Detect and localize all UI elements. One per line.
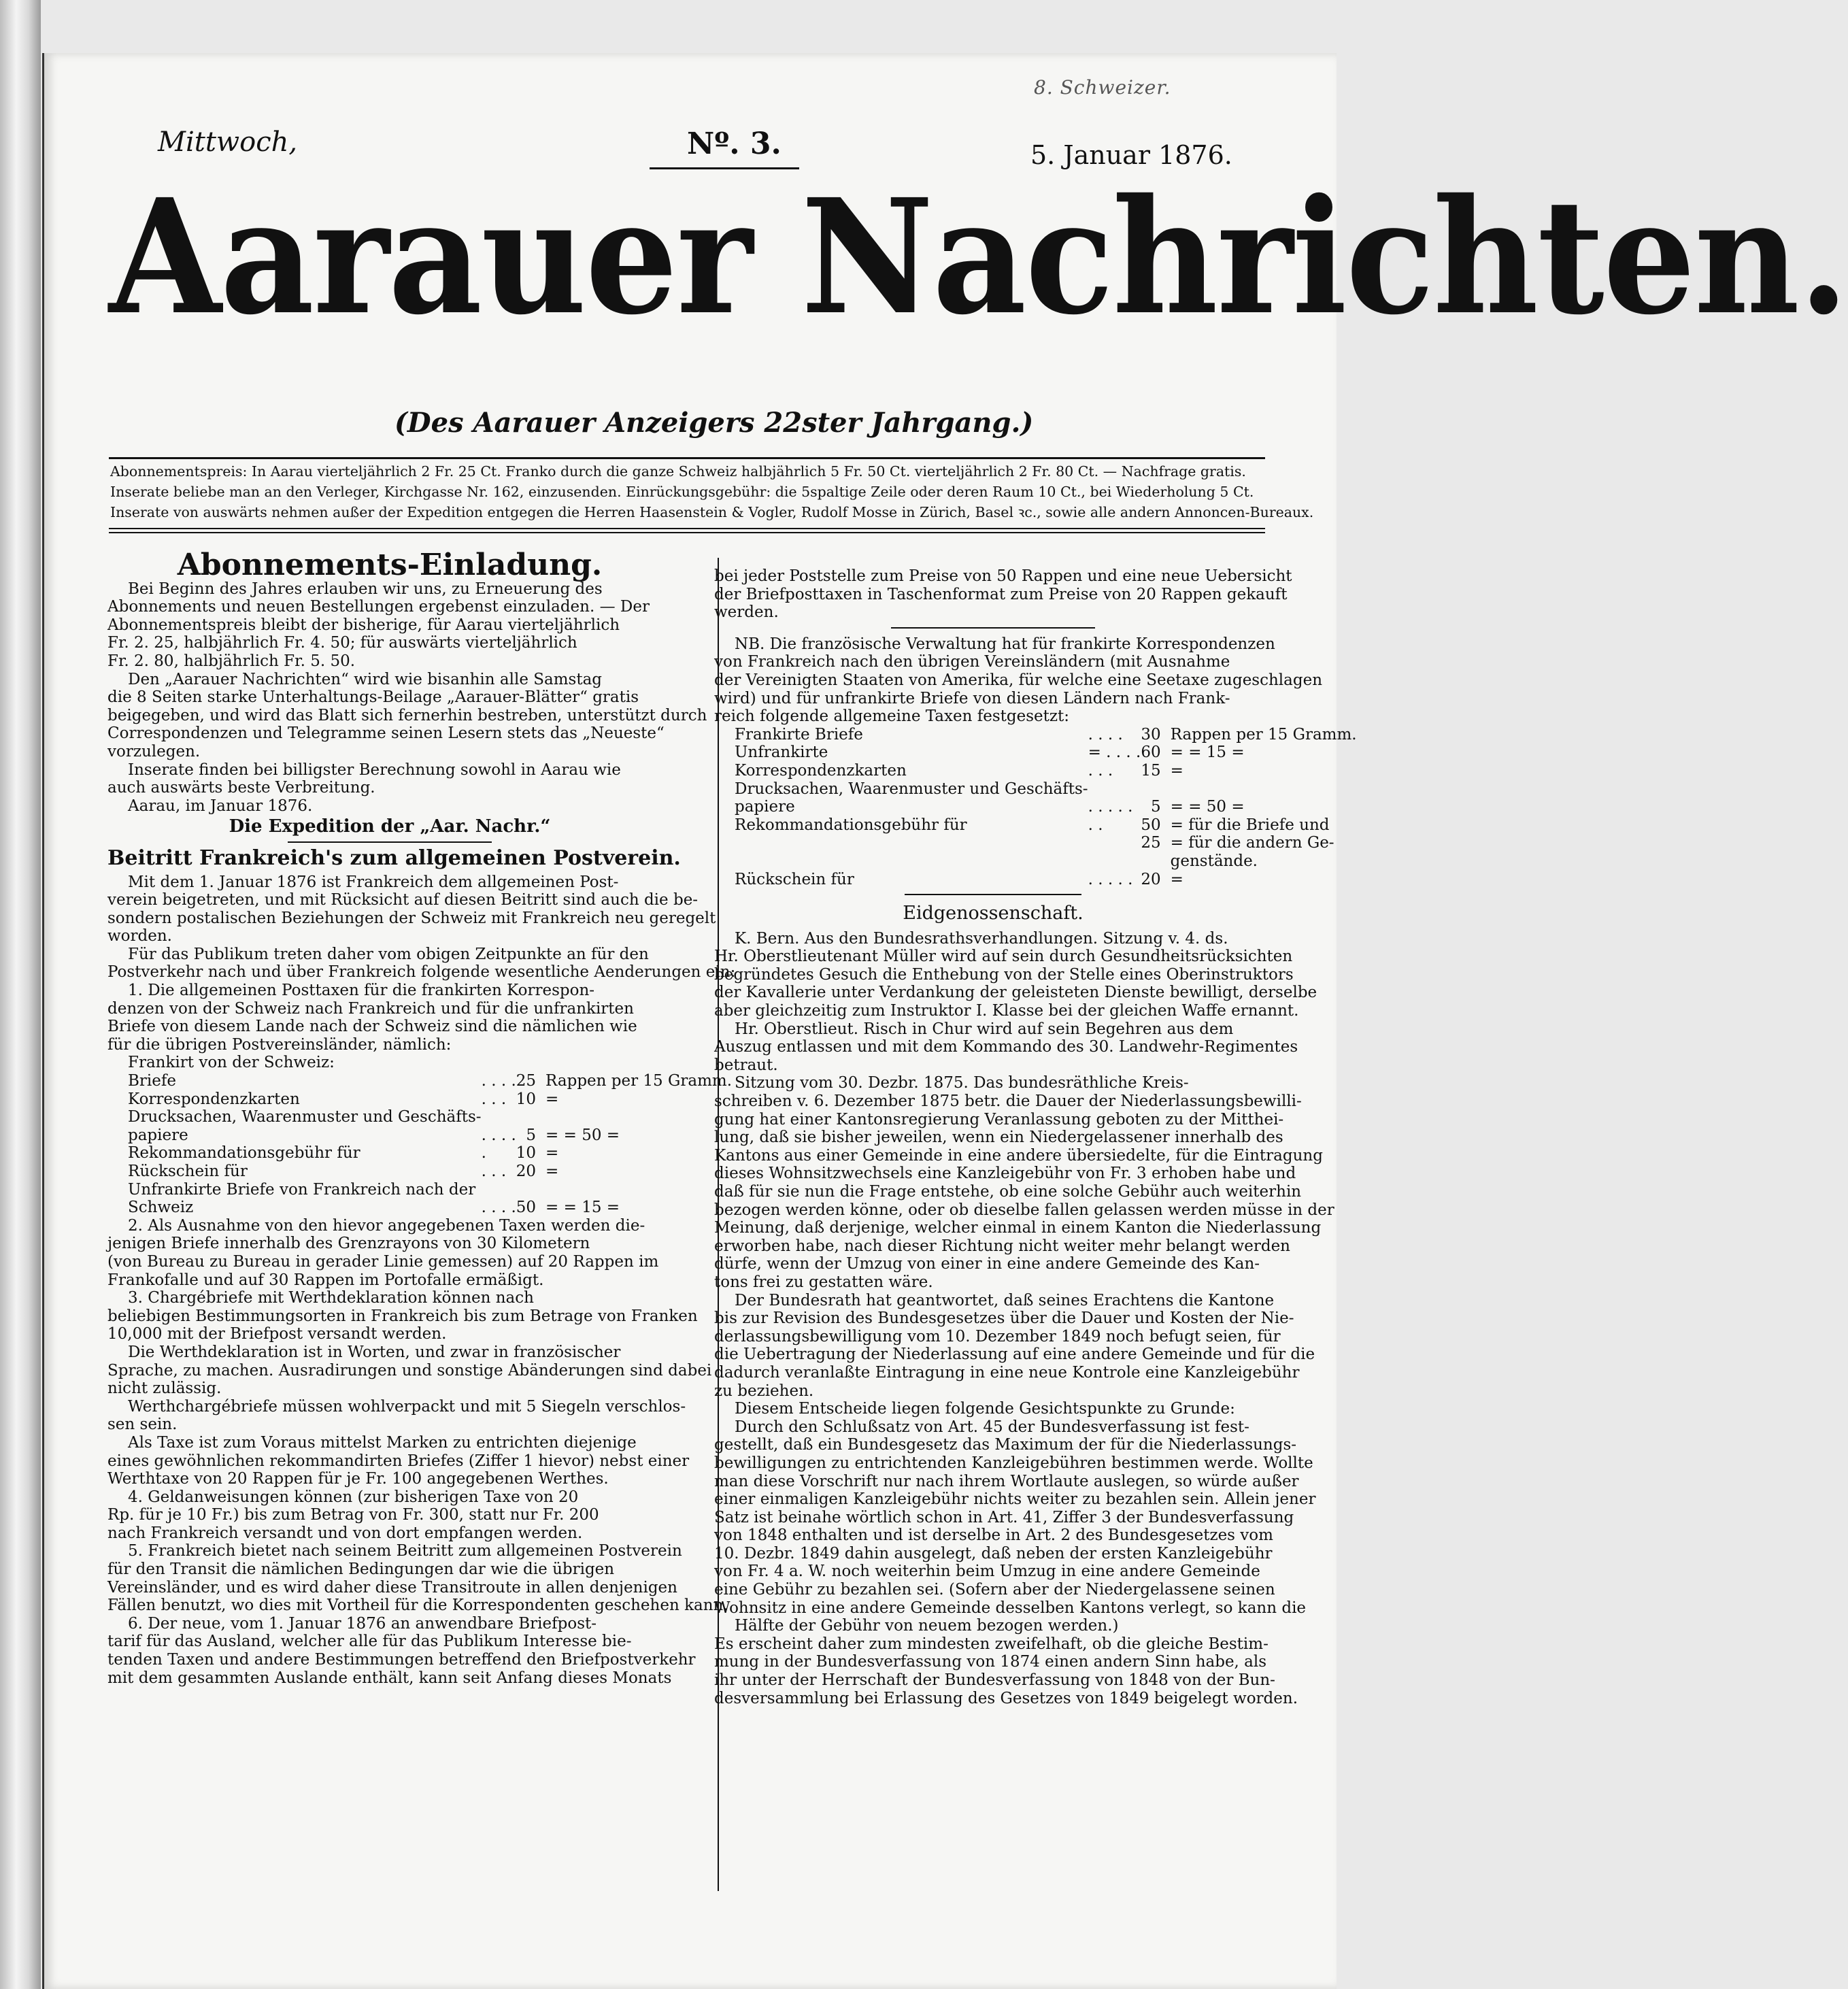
text-line: Diesem Entscheide liegen folgende Gesichtspunkte zu Grunde:: [735, 1400, 1235, 1418]
text-line: 2. Als Ausnahme von den hievor angegebenen Taxen werden die-: [128, 1216, 645, 1235]
rate-dots: . . .: [481, 1090, 507, 1108]
text-line: 6. Der neue, vom 1. Januar 1876 an anwendbare Briefpost-: [128, 1614, 597, 1633]
rate-unit: [1171, 780, 1357, 799]
rate-dots: . . . .: [481, 1126, 516, 1144]
text-line: von 1848 enthalten und ist derselbe in Art. 2 des Bundesgesetzes vom: [714, 1526, 1273, 1545]
text-line: dürfe, wenn der Umzug von einer in eine andere Gemeinde des Kan-: [714, 1255, 1260, 1273]
rate-item: [714, 834, 1088, 852]
text-line: Briefe von diesem Lande nach der Schweiz sind die nämlichen wie: [107, 1018, 637, 1036]
rate-dots: . . .: [1088, 761, 1113, 780]
text-line: daß für sie nun die Frage entstehe, ob eine solche Gebühr auch weiterhin: [714, 1183, 1302, 1201]
rate-dots: . . .: [481, 1163, 507, 1180]
text-line: dadurch veranlaßte Eintragung in eine neue Kontrole eine Kanzleigebühr: [714, 1363, 1300, 1382]
rate-item: Briefe: [128, 1072, 176, 1090]
nb-note-text: [714, 635, 1323, 726]
text-line: begründetes Gesuch die Enthebung von der Stelle eines Oberinstruktors: [714, 965, 1294, 984]
text-line: jenigen Briefe innerhalb des Grenzrayons von 30 Kilometern: [107, 1235, 590, 1253]
text-line: tons frei zu gestatten wäre.: [714, 1273, 933, 1291]
rate-val: 30: [1141, 725, 1161, 743]
rate-unit: =: [545, 1144, 559, 1163]
text-line: werden.: [714, 603, 779, 622]
text-line: bezogen werden könne, oder ob dieselbe fallen gelassen werden müsse in der: [714, 1201, 1334, 1219]
text-line: worden.: [107, 927, 172, 946]
rate-dots: . . . . .: [1088, 798, 1133, 816]
rate-val: [516, 1108, 545, 1126]
rate-val: 25: [516, 1072, 537, 1090]
library-stamp: 8. Schweizer.: [1034, 76, 1171, 99]
right-rate-table: [714, 726, 1357, 888]
rate-row: [107, 1072, 732, 1090]
rate-val: 5: [526, 1126, 537, 1144]
rate-row: [714, 762, 1357, 780]
weekday: Mittwoch,: [158, 127, 298, 158]
abo-heading: Abonnements-Einladung.: [177, 548, 603, 582]
subscription-line-1: Abonnementspreis: In Aarau vierteljährlich 2 Fr. 25 Ct. Franko durch die ganze Schweiz halbjährlich 5 Fr. 50 Ct. vierteljährlich 2 Fr. 80 Ct. — Nachfrage gratis.: [110, 463, 1246, 480]
rate-dots: . . . .: [481, 1199, 516, 1217]
text-line: Vereinsländer, und es wird daher diese Transitroute in allen denjenigen: [107, 1578, 677, 1597]
text-line: nicht zulässig.: [107, 1380, 222, 1398]
text-line: Inserate finden bei billigster Berechnung sowohl in Aarau wie: [128, 760, 621, 779]
rate-row: [714, 743, 1357, 762]
rate-val: 10: [516, 1144, 537, 1163]
text-line: denzen von der Schweiz nach Frankreich und für die unfrankirten: [107, 999, 634, 1018]
text-line: Durch den Schlußsatz von Art. 45 der Bundesverfassung ist fest-: [735, 1418, 1249, 1436]
rate-val: 50: [516, 1199, 537, 1217]
text-line: Fr. 2. 80, halbjährlich Fr. 5. 50.: [107, 652, 356, 670]
rate-item: Drucksachen, Waarenmuster und Geschäfts-: [128, 1108, 482, 1126]
rate-unit: =: [545, 1090, 559, 1108]
text-line: Den „Aarauer Nachrichten“ wird wie bisanhin alle Samstag: [128, 670, 603, 688]
rate-row: [714, 780, 1357, 799]
text-line: sen sein.: [107, 1416, 178, 1434]
text-line: Postverkehr nach und über Frankreich folgende wesentliche Aenderungen ein:: [107, 963, 736, 982]
rate-dots: . . . .: [1088, 725, 1123, 743]
rate-item: [714, 852, 1088, 871]
text-line: bewilligungen zu entrichtenden Kanzleigebühren bestimmen werde. Wollte: [714, 1454, 1313, 1472]
rate-dots: [1088, 834, 1141, 852]
text-line: Fällen benutzt, wo dies mit Vortheil für die Korrespondenten geschehen kann.: [107, 1597, 728, 1615]
text-line: bei jeder Poststelle zum Preise von 50 Rappen und eine neue Uebersicht: [714, 567, 1292, 585]
text-line: Rp. für je 10 Fr.) bis zum Betrag von Fr. 300, statt nur Fr. 200: [107, 1506, 599, 1524]
text-line: ihr unter der Herrschaft der Bundesverfassung von 1848 von der Bun-: [714, 1671, 1275, 1690]
text-line: K. Bern. Aus den Bundesrathsverhandlungen. Sitzung v. 4. ds.: [735, 929, 1228, 948]
rate-row: [107, 1144, 732, 1163]
rate-val: 25: [1141, 834, 1161, 852]
rate-dots: = . . . .: [1088, 743, 1141, 762]
text-line: desversammlung bei Erlassung des Gesetzes von 1849 beigelegt worden.: [714, 1689, 1298, 1707]
text-line: Frankofalle und auf 30 Rappen im Portofalle ermäßigt.: [107, 1271, 544, 1289]
text-line: erworben habe, nach dieser Richtung nicht weiter mehr belangt werden: [714, 1237, 1290, 1255]
text-line: (von Bureau zu Bureau in gerader Linie gemessen) auf 20 Rappen im: [107, 1252, 659, 1271]
rate-unit: [545, 1108, 732, 1126]
rate-item: papiere: [128, 1126, 188, 1144]
text-line: der Kavallerie unter Verdankung der geleisteten Dienste bewilligt, derselbe: [714, 984, 1317, 1002]
text-line: vorzulegen.: [107, 742, 201, 760]
text-line: einer einmaligen Kanzleigebühr nichts weiter zu bezahlen sein. Allein jener: [714, 1490, 1316, 1509]
rate-dots: . .: [1088, 816, 1103, 834]
text-line: Der Bundesrath hat geantwortet, daß seines Erachtens die Kantone: [735, 1291, 1275, 1309]
left-column: [107, 548, 736, 1687]
text-line: dieses Wohnsitzwechsels eine Kanzleigebühr von Fr. 3 erhoben habe und: [714, 1165, 1296, 1183]
rate-item: Korrespondenzkarten: [128, 1090, 300, 1108]
text-line: schreiben v. 6. Dezember 1875 betr. die Dauer der Niederlassungsbewilli-: [714, 1092, 1302, 1111]
text-line: Frankirt von der Schweiz:: [128, 1054, 335, 1072]
post-article-part-2: [107, 1216, 728, 1687]
rate-item: Rückschein für: [735, 870, 854, 888]
text-line: Sitzung vom 30. Dezbr. 1875. Das bundesräthliche Kreis-: [735, 1074, 1189, 1092]
abo-signature: Die Expedition der „Aar. Nachr.“: [229, 816, 551, 837]
text-line: die Uebertragung der Niederlassung auf eine andere Gemeinde und für die: [714, 1346, 1315, 1364]
rate-dots: [1088, 780, 1141, 799]
eid-article-text: [714, 929, 1334, 1708]
text-line: NB. Die französische Verwaltung hat für frankirte Korrespondenzen: [735, 635, 1275, 653]
text-line: Aarau, im Januar 1876.: [128, 797, 313, 815]
rate-unit: = = 15 =: [1170, 743, 1245, 762]
post-heading: Beitritt Frankreich's zum allgemeinen Postverein.: [107, 846, 681, 870]
rate-val: 20: [516, 1163, 537, 1180]
text-line: 3. Chargébriefe mit Werthdeklaration können nach: [128, 1289, 534, 1307]
text-line: von Fr. 4 a. W. noch weiterhin beim Umzug in eine andere Gemeinde: [714, 1562, 1260, 1581]
rate-dots: .: [481, 1144, 486, 1163]
text-line: Für das Publikum treten daher vom obigen Zeitpunkte an für den: [128, 945, 649, 963]
text-line: Hr. Oberstlieutenant Müller wird auf sein durch Gesundheitsrücksichten: [714, 948, 1293, 966]
subscription-line-2: Inserate beliebe man an den Verleger, Kirchgasse Nr. 162, einzusenden. Einrückungsgebühr: die 5spaltige Zeile oder deren Raum 10 Ct., bei Wiederholung 5 Ct.: [110, 484, 1254, 500]
issue-date: 5. Januar 1876.: [1030, 140, 1232, 170]
text-line: 4. Geldanweisungen können (zur bisherigen Taxe von 20: [128, 1488, 579, 1506]
rate-row: [714, 852, 1357, 871]
text-line: Wohnsitz in eine andere Gemeinde desselben Kantons verlegt, so kann die: [714, 1599, 1307, 1617]
rate-item: Rekommandationsgebühr für: [735, 816, 967, 834]
header-rule-bottom-1: [109, 528, 1265, 529]
text-line: 10. Dezbr. 1849 dahin ausgelegt, daß neben der ersten Kanzleigebühr: [714, 1544, 1273, 1562]
rate-row: [714, 816, 1357, 835]
rate-unit: Rappen per 15 Gramm.: [1170, 725, 1357, 743]
rate-row: [107, 1181, 732, 1199]
text-line: Bei Beginn des Jahres erlauben wir uns, zu Erneuerung des: [128, 580, 603, 598]
text-line: eine Gebühr zu bezahlen sei. (Sofern aber der Niedergelassene seinen: [714, 1581, 1275, 1599]
text-line: Kantons aus einer Gemeinde in eine andere übersiedelte, für die Eintragung: [714, 1146, 1323, 1165]
rate-dots: [1088, 852, 1141, 871]
post-article-part-1: [107, 873, 736, 1073]
masthead-title: Aarauer Nachrichten.: [109, 164, 1848, 350]
rate-item: Rekommandationsgebühr für: [128, 1144, 360, 1163]
text-line: 10,000 mit der Briefpost versandt werden.: [107, 1325, 447, 1343]
text-line: tarif für das Ausland, welcher alle für das Publikum Interesse bie-: [107, 1633, 632, 1651]
text-line: betraut.: [714, 1056, 778, 1074]
rate-row: [107, 1199, 732, 1217]
text-line: derlassungsbewilligung vom 10. Dezember 1849 noch befugt seien, für: [714, 1327, 1281, 1346]
rate-row: [107, 1163, 732, 1181]
text-line: Fr. 2. 25, halbjährlich Fr. 4. 50; für auswärts vierteljährlich: [107, 634, 577, 652]
eid-heading: Eidgenossenschaft.: [903, 903, 1083, 924]
rate-val: 50: [1141, 816, 1161, 834]
text-line: Hälfte der Gebühr von neuem bezogen werden.): [735, 1617, 1119, 1635]
rate-val: 5: [1150, 798, 1161, 816]
text-line: der Briefposttaxen in Taschenformat zum Preise von 20 Rappen gekauft: [714, 585, 1288, 603]
text-line: wird) und für unfrankirte Briefe von diesen Ländern nach Frank-: [714, 689, 1230, 707]
text-line: Abonnements und neuen Bestellungen ergebenst einzuladen. — Der: [107, 598, 650, 616]
rate-item: Schweiz: [128, 1199, 194, 1217]
rate-val: [516, 1181, 545, 1199]
rate-val: 10: [516, 1090, 537, 1108]
text-line: nach Frankreich versandt und von dort empfangen werden.: [107, 1524, 583, 1542]
rate-item: Unfrankirte: [735, 743, 828, 762]
left-rate-table: [107, 1072, 732, 1217]
section-separator-right-2: [905, 894, 1081, 895]
subscription-line-3: Inserate von auswärts nehmen außer der Expedition entgegen die Herren Haasenstein & Vogler, Rudolf Mosse in Zürich, Basel ꝛc., sowie alle andern Annoncen-Bureaux.: [110, 504, 1314, 520]
text-line: Correspondenzen und Telegramme seinen Lesern stets das „Neueste“: [107, 724, 665, 743]
text-line: 1. Die allgemeinen Posttaxen für die frankirten Korrespon-: [128, 982, 595, 1000]
rate-item: Drucksachen, Waarenmuster und Geschäfts-: [735, 780, 1088, 798]
text-line: beliebigen Bestimmungsorten in Frankreich bis zum Betrage von Franken: [107, 1307, 698, 1325]
rate-unit: = = 15 =: [545, 1199, 620, 1217]
text-line: beigegeben, und wird das Blatt sich fernerhin bestreben, unterstützt durch: [107, 706, 707, 724]
text-line: bis zur Revision des Bundesgesetzes über die Dauer und Kosten der Nie-: [714, 1309, 1294, 1328]
rate-row: [714, 798, 1357, 816]
rate-val: [1141, 780, 1170, 799]
abo-invitation-text: [107, 580, 707, 816]
text-line: für den Transit die nämlichen Bedingungen dar wie die übrigen: [107, 1560, 615, 1579]
text-line: auch auswärts beste Verbreitung.: [107, 779, 375, 797]
rate-val: 20: [1141, 870, 1161, 888]
right-column: [714, 567, 1357, 1707]
rate-unit: [545, 1181, 732, 1199]
rate-unit: =: [545, 1163, 559, 1180]
rate-row: [107, 1108, 732, 1126]
text-line: Satz ist beinahe wörtlich schon in Art. 41, Ziffer 3 der Bundesverfassung: [714, 1508, 1294, 1526]
text-line: Hr. Oberstlieut. Risch in Chur wird auf sein Begehren aus dem: [735, 1020, 1234, 1038]
rate-unit: =: [1170, 870, 1183, 888]
text-line: Als Taxe ist zum Voraus mittelst Marken zu entrichten diejenige: [128, 1433, 637, 1452]
rate-dots: [482, 1108, 516, 1126]
text-line: mung in der Bundesverfassung von 1874 einen andern Sinn habe, als: [714, 1653, 1267, 1671]
issue-number: Nº. 3.: [687, 127, 782, 161]
text-line: verein beigetreten, und mit Rücksicht auf diesen Beitritt sind auch die be-: [107, 891, 699, 909]
text-line: Werthchargébriefe müssen wohlverpackt und mit 5 Siegeln verschlos-: [128, 1397, 686, 1416]
text-line: eines gewöhnlichen rekommandirten Briefes (Ziffer 1 hievor) nebst einer: [107, 1452, 690, 1470]
text-line: man diese Vorschrift nur nach ihrem Wortlaute auslegen, so würde außer: [714, 1472, 1299, 1490]
rate-unit: = für die andern Ge-: [1170, 834, 1334, 852]
section-separator: [288, 841, 492, 843]
rate-item: Unfrankirte Briefe von Frankreich nach der: [128, 1180, 476, 1199]
rate-row: [107, 1090, 732, 1109]
text-line: für die übrigen Postvereinsländer, nämlich:: [107, 1035, 452, 1054]
text-line: Meinung, daß derjenige, welcher einmal in einem Kanton die Niederlassung: [714, 1219, 1322, 1237]
rate-unit: = = 50 =: [545, 1126, 620, 1144]
rate-item: Korrespondenzkarten: [735, 761, 907, 780]
text-line: mit dem gesammten Auslande enthält, kann seit Anfang dieses Monats: [107, 1669, 672, 1687]
text-line: Es erscheint daher zum mindesten zweifelhaft, ob die gleiche Bestim-: [714, 1635, 1269, 1653]
text-line: 5. Frankreich bietet nach seinem Beitritt zum allgemeinen Postverein: [128, 1542, 682, 1560]
text-line: Die Werthdeklaration ist in Worten, und zwar in französischer: [128, 1343, 621, 1361]
rate-dots: . . . . .: [1088, 870, 1133, 888]
text-line: gung hat einer Kantonsregierung Veranlassung geboten zu der Mitthei-: [714, 1110, 1284, 1129]
text-line: Auszug entlassen und mit dem Kommando des 30. Landwehr-Regimentes: [714, 1038, 1298, 1056]
text-line: Sprache, zu machen. Ausradirungen und sonstige Abänderungen sind dabei: [107, 1361, 712, 1380]
rate-val: 15: [1141, 761, 1161, 780]
header-rule-bottom-2: [109, 532, 1265, 533]
text-line: Werthtaxe von 20 Rappen für je Fr. 100 angegebenen Werthes.: [107, 1470, 609, 1488]
rate-dots: [482, 1181, 516, 1199]
text-line: reich folgende allgemeine Taxen festgesetzt:: [714, 707, 1069, 726]
rate-unit: Rappen per 15 Gramm.: [545, 1072, 733, 1090]
text-line: lung, daß sie bisher jeweilen, wenn ein Niedergelassener innerhalb des: [714, 1129, 1283, 1147]
text-line: der Vereinigten Staaten von Amerika, für welche eine Seetaxe zugeschlagen: [714, 671, 1323, 689]
text-line: die 8 Seiten starke Unterhaltungs-Beilage „Aarauer-Blätter“ gratis: [107, 688, 639, 707]
text-line: Abonnementspreis bleibt der bisherige, für Aarau vierteljährlich: [107, 616, 620, 634]
rate-unit: =: [1170, 761, 1183, 780]
rate-row: [107, 1126, 732, 1145]
rate-val: [1141, 852, 1170, 871]
text-line: gestellt, daß ein Bundesgesetz das Maximum der für die Niederlassungs-: [714, 1436, 1297, 1454]
rate-item: Frankirte Briefe: [735, 725, 863, 743]
rate-unit: = für die Briefe und: [1170, 816, 1330, 834]
text-line: von Frankreich nach den übrigen Vereinsländern (mit Ausnahme: [714, 653, 1230, 671]
rate-item: Rückschein für: [128, 1163, 248, 1180]
text-line: aber gleichzeitig zum Instruktor I. Klasse bei der gleichen Waffe ernannt.: [714, 1002, 1299, 1020]
rate-unit: genstände.: [1170, 852, 1258, 870]
text-line: sondern postalischen Beziehungen der Schweiz mit Frankreich neu geregelt: [107, 909, 716, 927]
text-line: zu beziehen.: [714, 1382, 814, 1400]
rate-unit: = = 50 =: [1170, 798, 1245, 816]
book-binding-edge: [0, 0, 41, 1989]
rate-row: [714, 834, 1357, 852]
text-line: Mit dem 1. Januar 1876 ist Frankreich dem allgemeinen Post-: [128, 873, 619, 891]
rate-row: [714, 871, 1357, 889]
post-article-continued: [714, 567, 1292, 622]
rate-row: [714, 726, 1357, 744]
rate-item: papiere: [735, 798, 795, 816]
header-rule-top: [109, 457, 1265, 459]
section-separator-right: [891, 627, 1095, 629]
rate-val: 60: [1141, 743, 1161, 762]
text-line: tenden Taxen und andere Bestimmungen betreffend den Briefpostverkehr: [107, 1651, 696, 1669]
rate-dots: . . . .: [481, 1072, 516, 1090]
masthead-subtitle: (Des Aarauer Anzeigers 22ster Jahrgang.): [394, 407, 1034, 439]
